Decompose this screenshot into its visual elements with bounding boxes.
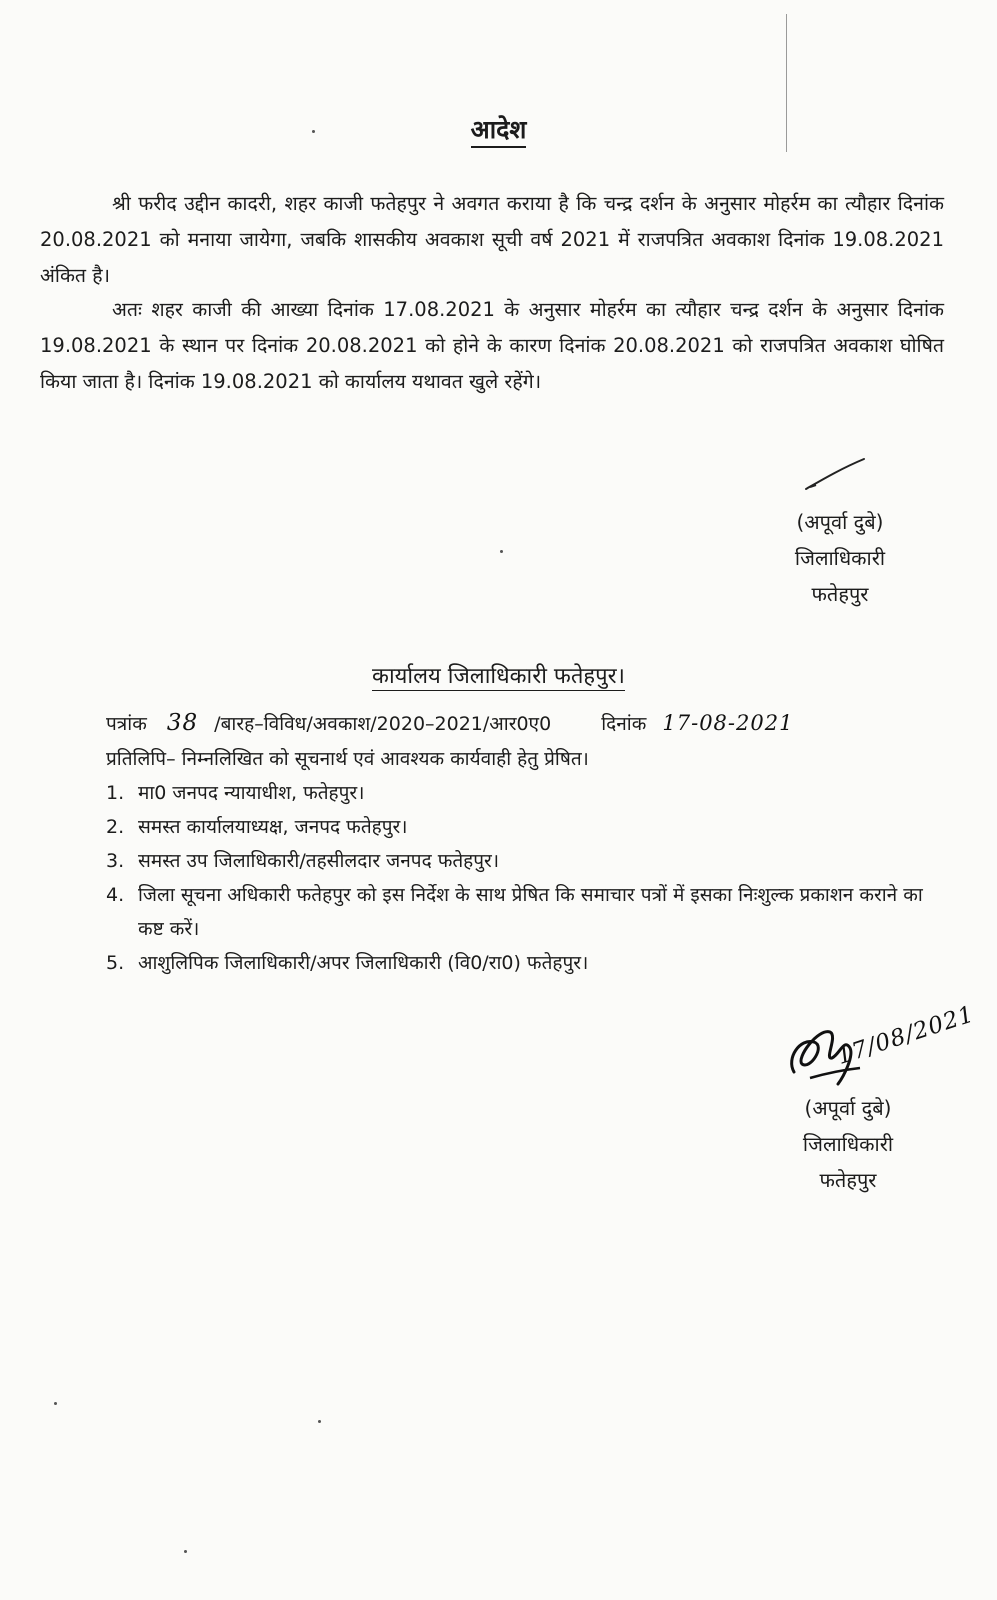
ref-number: 38 <box>166 710 199 736</box>
signatory-designation: जिलाधिकारी <box>802 1132 894 1156</box>
list-item: 2. समस्त कार्यालयाध्यक्ष, जनपद फतेहपुर। <box>106 816 408 838</box>
date-label: दिनांक <box>601 713 647 735</box>
ref-suffix: /बारह–विविध/अवकाश/2020–2021/आर0ए0 <box>214 713 552 735</box>
scan-speck <box>312 130 315 133</box>
list-item: 4. जिला सूचना अधिकारी फतेहपुर को इस निर्देश के साथ प्रेषित कि समाचार पत्रों में इसका निःशुल्क प्रकाशन कराने का कष्ट करें। <box>106 884 923 940</box>
order-paragraph-1: श्री फरीद उद्दीन कादरी, शहर काजी फतेहपुर ने अवगत कराया है कि चन्द्र दर्शन के अनुसार मोहर्रम का त्यौहार दिनांक 20.08.2021 को मनाया जायेगा, जबकि शासकीय अवकाश सूची वर्ष 2021 में राजपत्रित अवकाश दिनांक 19.08.2021 अंकित है। <box>40 192 944 287</box>
order-title: आदेश <box>0 112 997 146</box>
signatory-place: फतेहपुर <box>819 1168 877 1192</box>
ref-label: पत्रांक <box>106 713 147 735</box>
copy-intro: प्रतिलिपि– निम्नलिखित को सूचनार्थ एवं आवश्यक कार्यवाही हेतु प्रेषित। <box>106 748 589 770</box>
signature-block-2 <box>768 1090 928 1198</box>
list-item: 3. समस्त उप जिलाधिकारी/तहसीलदार जनपद फतेहपुर। <box>106 850 500 872</box>
reference-line <box>106 706 966 740</box>
date-value: 17-08-2021 <box>662 711 794 735</box>
scan-speck <box>500 550 503 553</box>
recipient-list <box>106 776 936 980</box>
signatory-name: (अपूर्वा दुबे) <box>796 510 884 534</box>
scan-speck <box>318 1420 321 1423</box>
scan-speck <box>54 1402 57 1405</box>
scan-speck <box>184 1550 187 1553</box>
office-title: कार्यालय जिलाधिकारी फतेहपुर। <box>372 664 625 689</box>
signature-block-1 <box>760 504 920 612</box>
handwritten-date: 17/08/2021 <box>833 1001 978 1070</box>
signatory-place: फतेहपुर <box>811 582 869 606</box>
list-item: 1. मा0 जनपद न्यायाधीश, फतेहपुर। <box>106 782 365 804</box>
order-paragraph-2: अतः शहर काजी की आख्या दिनांक 17.08.2021 के अनुसार मोहर्रम का त्यौहार चन्द्र दर्शन के अनुसार दिनांक 19.08.2021 के स्थान पर दिनांक 20.08.2021 को होने के कारण दिनांक 20.08.2021 को राजपत्रित अवकाश घोषित किया जाता है। दिनांक 19.08.2021 को कार्यालय यथावत खुले रहेंगे। <box>40 298 944 393</box>
list-item: 5. आशुलिपिक जिलाधिकारी/अपर जिलाधिकारी (वि0/रा0) फतेहपुर। <box>106 952 589 974</box>
signatory-designation: जिलाधिकारी <box>794 546 886 570</box>
signatory-name: (अपूर्वा दुबे) <box>804 1096 892 1120</box>
signature-stroke <box>800 455 872 495</box>
